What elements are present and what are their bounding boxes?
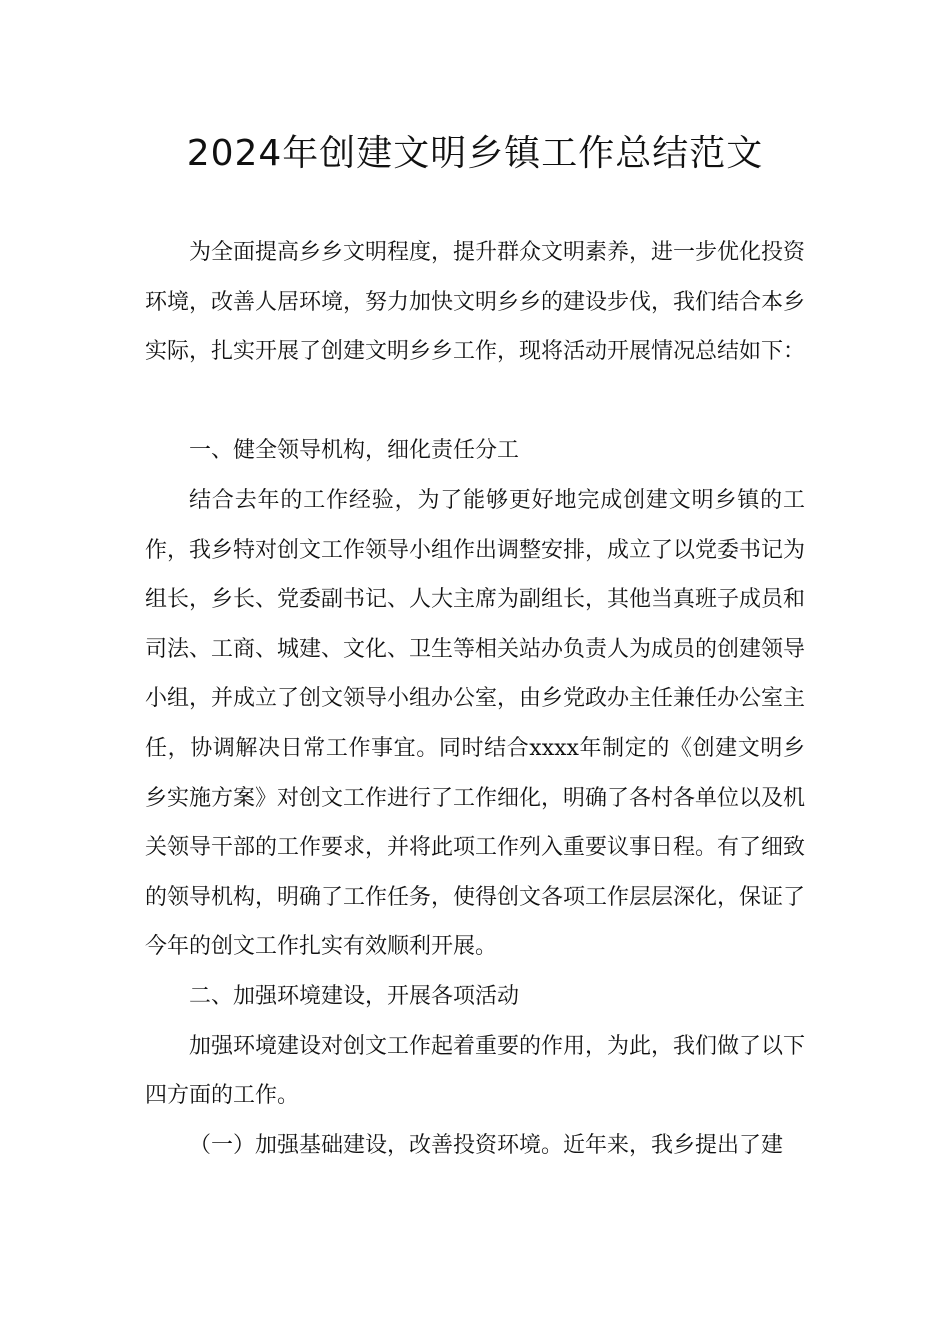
section-2-paragraph: 加强环境建设对创文工作起着重要的作用，为此，我们做了以下四方面的工作。	[145, 1033, 806, 1109]
section-heading-2: 二、加强环境建设，开展各项活动	[189, 983, 520, 1009]
paragraph-gap	[145, 377, 805, 427]
document-title: 2024年创建文明乡镇工作总结范文	[186, 133, 764, 174]
intro-paragraph: 为全面提高乡乡文明程度，提升群众文明素养，进一步优化投资环境，改善人居环境，努力加快文明乡乡的建设步伐，我们结合本乡实际，扎实开展了创建文明乡乡工作，现将活动开展情况总结如下：	[145, 240, 806, 365]
subsection-1-paragraph: （一）加强基础建设，改善投资环境。近年来，我乡提出了建	[189, 1132, 784, 1158]
section-1-paragraph: 结合去年的工作经验，为了能够更好地完成创建文明乡镇的工作，我乡特对创文工作领导小组作出调整安排，成立了以党委书记为组长，乡长、党委副书记、人大主席为副组长，其他当真班子成员和司法、工商、城建、文化、卫生等相关站办负责人为成员的创建领导小组，并成立了创文领导小组办公室，由乡党政办主任兼任办公室主任，协调解决日常工作事宜。同时结合xxxx年制定的《创建文明乡乡实施方案》对创文工作进行了工作细化，明确了各村各单位以及机关领导干部的工作要求，并将此项工作列入重要议事日程。有了细致的领导机构，明确了工作任务，使得创文各项工作层层深化，保证了今年的创文工作扎实有效顺利开展。	[145, 487, 806, 960]
section-heading-1: 一、健全领导机构，细化责任分工	[189, 438, 520, 464]
document-body	[145, 228, 805, 1170]
